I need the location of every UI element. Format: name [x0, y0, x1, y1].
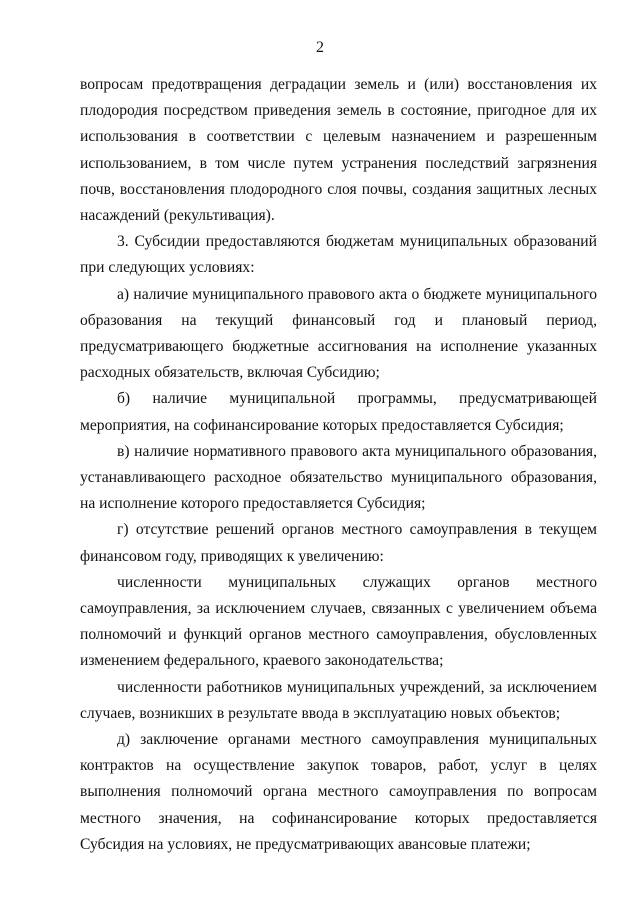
paragraph-condition-b: б) наличие муниципальной программы, предусматривающей мероприятия, на софинансирование которых предоставляется Субсидия;	[80, 390, 597, 434]
paragraph-condition-v: в) наличие нормативного правового акта муниципального образования, устанавливающего расходное обязательство муниципального образования, на исполнение которого предоставляется Субсидия;	[80, 442, 597, 513]
paragraph-condition-g-staff: численности муниципальных служащих органов местного самоуправления, за исключением случаев, связанных с увеличением объема полномочий и функций органов местного самоуправления, обусловленных изменением федерального, краевого законодательства;	[80, 573, 597, 670]
paragraph-condition-d: д) заключение органами местного самоуправления муниципальных контрактов на осуществление закупок товаров, работ, услуг в целях выполнения полномочий органа местного самоуправления по вопросам местного значения, на софинансирование которых предоставляется Субсидия на условиях, не предусматривающих авансовые платежи;	[80, 731, 597, 853]
paragraph-clause-3: 3. Субсидии предоставляются бюджетам муниципальных образований при следующих условиях:	[80, 233, 597, 277]
paragraph-condition-g: г) отсутствие решений органов местного самоуправления в текущем финансовом году, приводящих к увеличению:	[80, 521, 597, 565]
document-body	[80, 72, 597, 858]
page-number: 2	[316, 39, 324, 56]
paragraph-rekultivatsiya: вопросам предотвращения деградации земель и (или) восстановления их плодородия посредством приведения земель в состояние, пригодное для их использования в соответствии с целевым назначением и разрешенным использованием, в том числе путем устранения последствий загрязнения почв, восстановления плодородного слоя почвы, создания защитных лесных насаждений (рекультивация).	[80, 76, 597, 225]
paragraph-condition-a: а) наличие муниципального правового акта о бюджете муниципального образования на текущий финансовый год и плановый период, предусматривающего бюджетные ассигнования на исполнение указанных расходных обязательств, включая Субсидию;	[80, 285, 597, 382]
paragraph-condition-g-workers: численности работников муниципальных учреждений, за исключением случаев, возникших в результате ввода в эксплуатацию новых объектов;	[80, 678, 597, 722]
